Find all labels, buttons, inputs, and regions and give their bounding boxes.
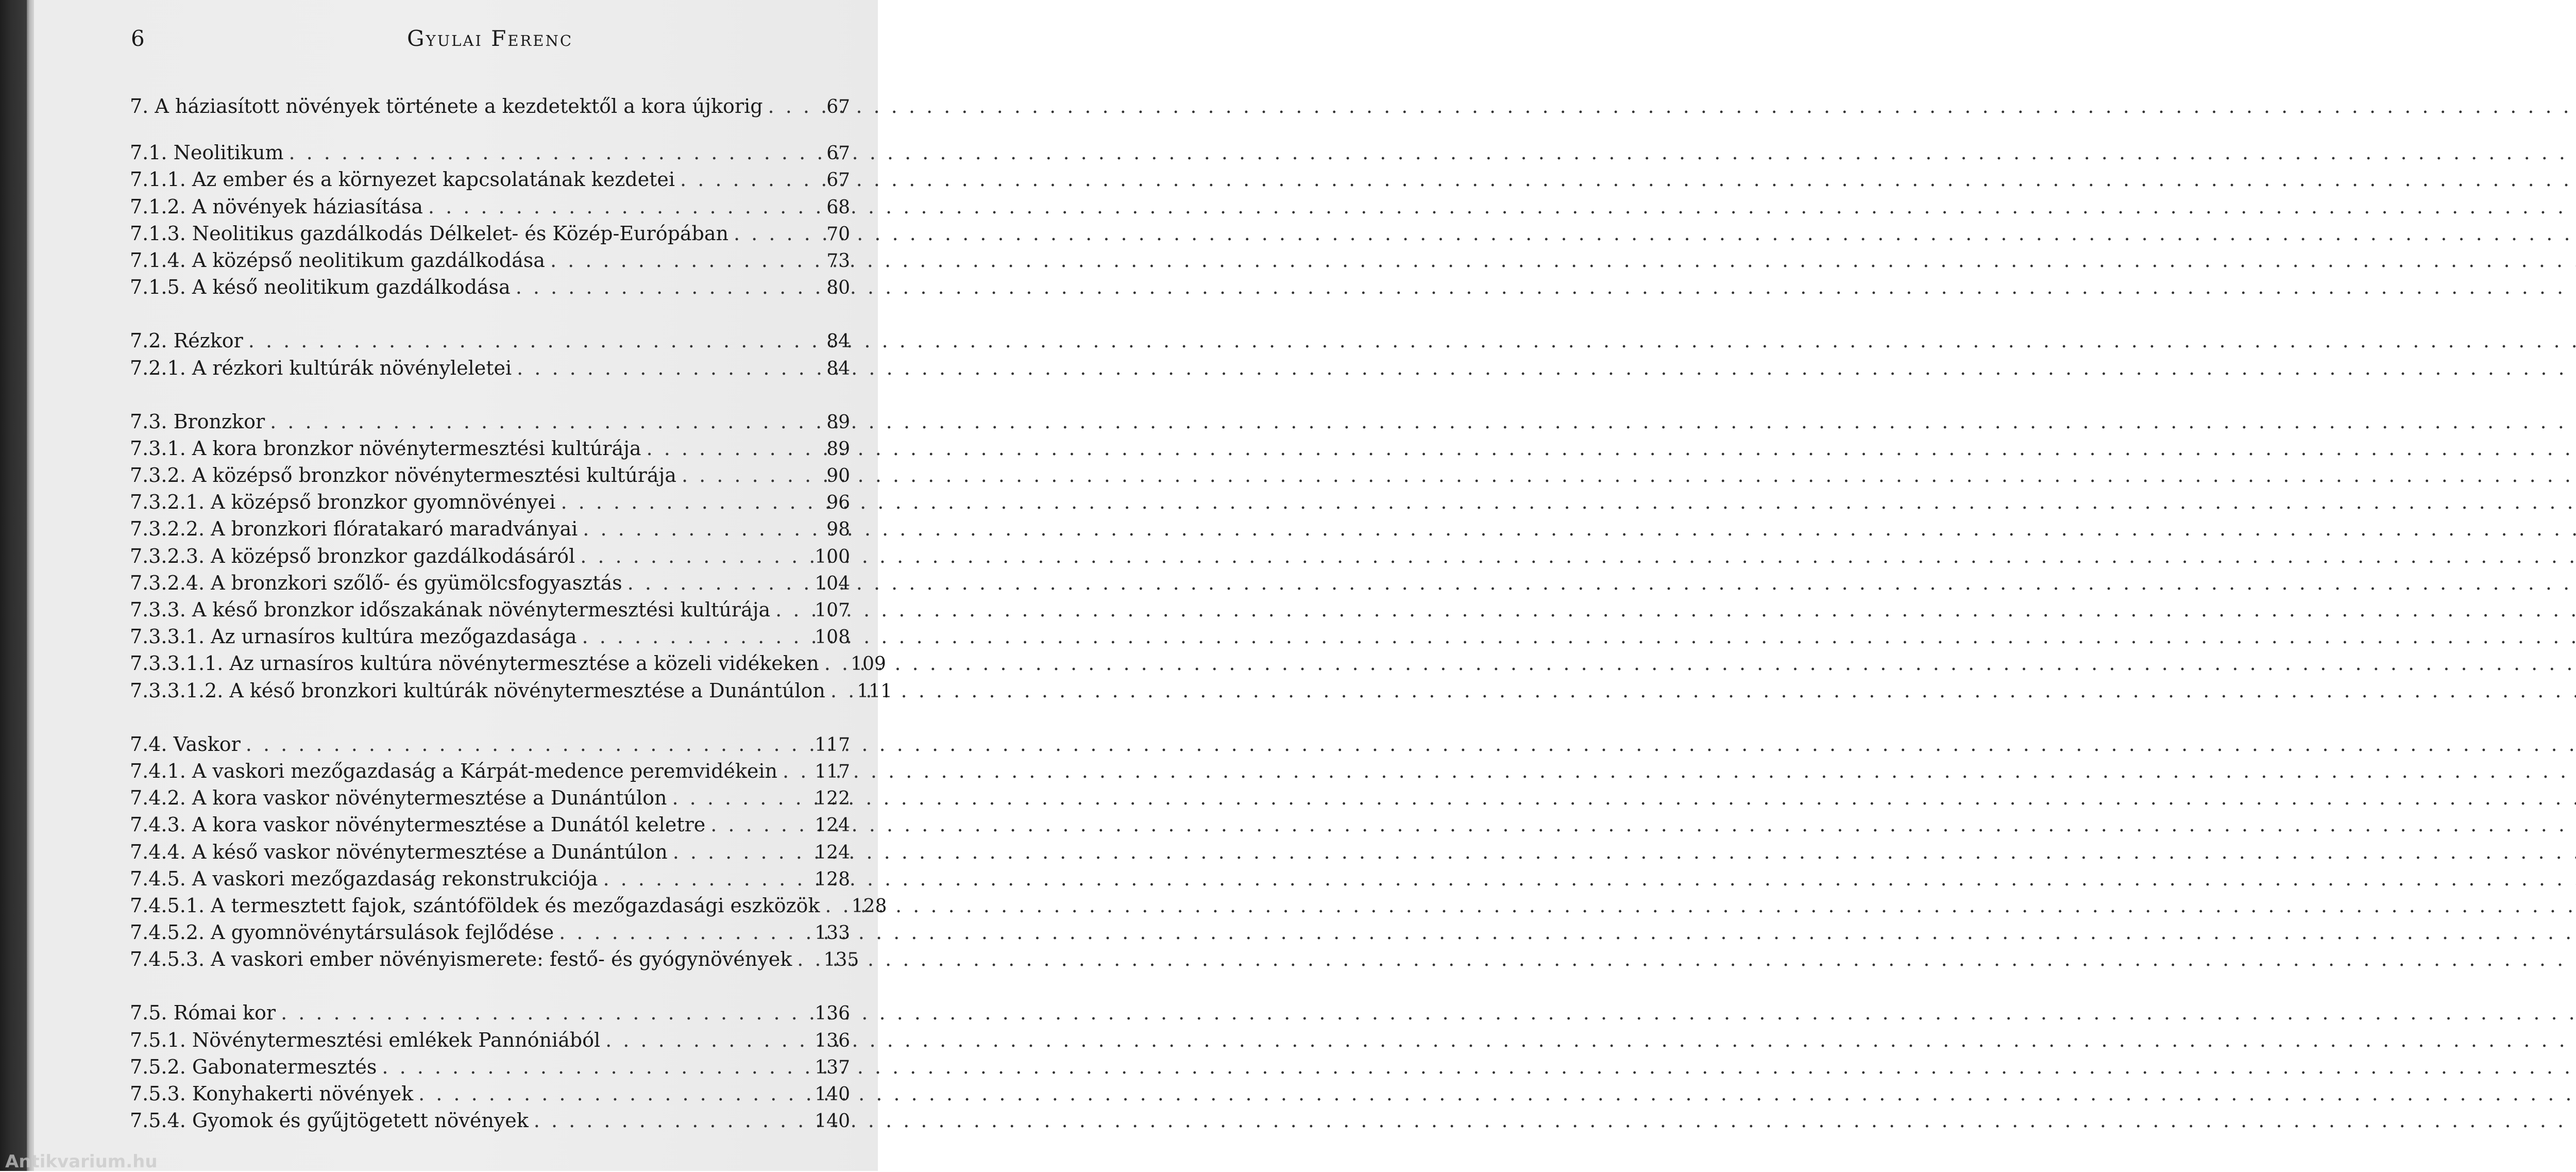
toc-entry-title: 7.4.3. A kora vaskor növénytermesztése a Dunától keletre <box>130 813 706 836</box>
toc-entry-title: 7.4.5. A vaskori mezőgazdaság rekonstrukciója <box>130 867 598 890</box>
toc-entry-page: 73 <box>826 250 850 272</box>
toc-entry-page: 124 <box>815 842 850 863</box>
toc-entry <box>130 784 850 811</box>
toc-dot-leader <box>783 758 809 784</box>
toc-entry <box>130 355 850 381</box>
toc-entry <box>130 650 886 677</box>
toc-dot-leader <box>680 166 809 193</box>
page-number: 6 <box>131 26 145 51</box>
toc-entry-title: 7.1. Neolitikum <box>130 141 284 164</box>
toc-dot-leader <box>673 839 809 865</box>
toc-entry-title: 7.1.2. A növények háziasítása <box>130 195 423 218</box>
toc-dot-leader <box>824 650 845 677</box>
toc-entry-title: 7. A háziasított növények története a kezdetektől a kora újkorig <box>130 95 763 118</box>
toc-entry-title: 7.1.5. A késő neolitikum gazdálkodása <box>130 276 511 299</box>
toc-entry-page: 70 <box>826 223 850 245</box>
toc-entry-title: 7.4.1. A vaskori mezőgazdaság a Kárpát-medence peremvidékein <box>130 759 778 782</box>
toc-dot-leader <box>281 999 809 1026</box>
toc-section <box>130 999 850 1134</box>
toc-entry <box>130 731 850 758</box>
toc-dot-leader <box>605 1027 809 1053</box>
toc-entry <box>130 946 859 973</box>
toc-dot-leader <box>582 623 809 650</box>
toc-dot-leader <box>775 596 809 623</box>
toc-entry <box>130 193 850 220</box>
toc-entry-title: 7.3.3.1.1. Az urnasíros kultúra növénytermesztése a közeli vidékeken <box>130 652 819 675</box>
toc-entry-page: 96 <box>826 492 850 514</box>
toc-entry-page: 107 <box>815 600 850 621</box>
toc-dot-leader <box>516 274 809 300</box>
toc-entry-page: 68 <box>826 196 850 218</box>
toc-entry-page: 136 <box>815 1003 850 1025</box>
toc-entry <box>130 166 850 193</box>
toc-entry <box>130 1053 850 1080</box>
toc-entry-page: 122 <box>815 788 850 810</box>
toc-entry-title: 7.3. Bronzkor <box>130 410 265 433</box>
toc-dot-leader <box>580 543 809 570</box>
toc-dot-leader <box>825 892 845 919</box>
toc-entry-title: 7.5.3. Konyhakerti növények <box>130 1082 414 1105</box>
toc-entry-title: 7.3.2.3. A középső bronzkor gazdálkodásáról <box>130 544 575 567</box>
toc-entry-title: 7.1.1. Az ember és a környezet kapcsolatának kezdetei <box>130 168 675 191</box>
toc-dot-leader <box>583 515 809 542</box>
toc-dot-leader <box>289 139 809 166</box>
toc-entry <box>130 999 850 1026</box>
toc-dot-leader <box>647 435 809 462</box>
toc-entry-title: 7.3.3. A késő bronzkor időszakának növénytermesztési kultúrája <box>130 598 771 621</box>
toc-entry-title: 7.3.2. A középső bronzkor növénytermesztési kultúrája <box>130 464 676 487</box>
toc-entry-title: 7.3.2.1. A középső bronzkor gyomnövényei <box>130 491 556 514</box>
toc-entry-title: 7.2. Rézkor <box>130 329 243 353</box>
toc-entry-page: 117 <box>815 734 850 756</box>
toc-entry-title: 7.1.3. Neolitikus gazdálkodás Délkelet- és Közép-Európában <box>130 222 729 245</box>
page-header <box>0 21 878 57</box>
toc-entry-page: 104 <box>815 573 850 594</box>
toc-entry-page: 90 <box>826 465 850 487</box>
toc-dot-leader <box>831 677 851 704</box>
toc-entry-title: 7.5. Római kor <box>130 1001 276 1025</box>
toc-entry-title: 7.4.5.3. A vaskori ember növényismerete: festő- és gyógynövények <box>130 948 792 971</box>
toc-section <box>130 139 850 300</box>
toc-dot-leader <box>734 220 809 247</box>
toc-entry-title: 7.4.2. A kora vaskor növénytermesztése a Dunántúlon <box>130 786 667 810</box>
toc-entry <box>130 435 850 462</box>
toc-entry <box>130 758 850 784</box>
toc-entry <box>130 247 850 274</box>
toc-entry-title: 7.3.1. A kora bronzkor növénytermesztési kultúrája <box>130 437 641 460</box>
toc-dot-leader <box>428 193 809 220</box>
toc-entry-page: 124 <box>815 815 850 836</box>
toc-entry <box>130 1107 850 1134</box>
watermark: Antikvarium.hu <box>5 1151 158 1172</box>
toc-entry-title: 7.4. Vaskor <box>130 732 241 756</box>
toc-entry <box>130 543 850 570</box>
toc-section <box>130 93 850 120</box>
toc-entry <box>130 839 850 865</box>
toc-entry <box>130 1080 850 1107</box>
toc-entry <box>130 1027 850 1053</box>
toc-entry <box>130 919 850 946</box>
toc-entry <box>130 274 850 300</box>
toc-entry-title: 7.3.3.1.2. A késő bronzkori kultúrák növénytermesztése a Dunántúlon <box>130 679 825 702</box>
toc-entry-title: 7.5.4. Gyomok és gyűjtögetett növények <box>130 1109 529 1132</box>
toc-entry-page: 111 <box>857 680 892 702</box>
toc-entry-page: 137 <box>815 1057 850 1078</box>
table-of-contents <box>130 93 892 1161</box>
toc-dot-leader <box>550 247 809 274</box>
toc-dot-leader <box>517 355 809 381</box>
toc-entry <box>130 462 850 489</box>
toc-entry-title: 7.2.1. A rézkori kultúrák növényleletei <box>130 356 512 379</box>
toc-entry <box>130 93 850 120</box>
toc-dot-leader <box>628 570 809 596</box>
toc-dot-leader <box>682 462 809 489</box>
toc-entry <box>130 220 850 247</box>
toc-entry <box>130 811 850 838</box>
toc-entry-page: 100 <box>815 546 850 567</box>
toc-section <box>130 408 892 704</box>
toc-entry-page: 89 <box>826 438 850 460</box>
toc-entry-page: 84 <box>826 331 850 353</box>
toc-entry-page: 117 <box>815 761 850 782</box>
toc-section <box>130 327 850 381</box>
toc-entry <box>130 515 850 542</box>
toc-entry-title: 7.4.5.1. A termesztett fajok, szántóföldek és mezőgazdasági eszközök <box>130 894 820 917</box>
toc-entry <box>130 892 887 919</box>
toc-section <box>130 731 887 973</box>
toc-entry-title: 7.5.2. Gabonatermesztés <box>130 1055 377 1078</box>
toc-entry-page: 108 <box>815 627 850 648</box>
toc-entry-title: 7.1.4. A középső neolitikum gazdálkodása <box>130 248 545 272</box>
toc-dot-leader <box>710 811 809 838</box>
toc-entry <box>130 677 892 704</box>
toc-dot-leader <box>246 731 809 758</box>
toc-entry-page: 67 <box>826 143 850 164</box>
toc-dot-leader <box>603 865 809 892</box>
toc-entry-page: 128 <box>851 895 887 917</box>
book-page <box>0 0 892 1172</box>
toc-entry <box>130 408 850 435</box>
toc-entry <box>130 623 850 650</box>
toc-entry-page: 136 <box>815 1030 850 1051</box>
toc-dot-leader <box>418 1080 809 1107</box>
toc-entry <box>130 865 850 892</box>
toc-entry-page: 98 <box>826 519 850 541</box>
toc-entry-page: 84 <box>826 358 850 379</box>
toc-entry-page: 133 <box>815 923 850 944</box>
toc-entry-page: 67 <box>826 170 850 191</box>
toc-entry <box>130 489 850 515</box>
toc-entry <box>130 327 850 354</box>
toc-dot-leader <box>382 1053 809 1080</box>
running-head: Gyulai Ferenc <box>407 26 573 51</box>
toc-dot-leader <box>672 784 809 811</box>
toc-dot-leader <box>559 919 809 946</box>
toc-dot-leader <box>534 1107 809 1134</box>
toc-dot-leader <box>270 408 809 435</box>
toc-entry-page: 140 <box>815 1084 850 1105</box>
toc-entry-title: 7.4.5.2. A gyomnövénytársulások fejlődése <box>130 921 554 944</box>
toc-entry-title: 7.3.3.1. Az urnasíros kultúra mezőgazdasága <box>130 625 577 648</box>
toc-entry-title: 7.3.2.2. A bronzkori flóratakaró maradványai <box>130 517 578 541</box>
toc-entry <box>130 596 850 623</box>
toc-entry-title: 7.3.2.4. A bronzkori szőlő- és gyümölcsfogyasztás <box>130 571 622 594</box>
toc-entry-page: 135 <box>823 949 859 971</box>
book-spine-shadow <box>0 0 27 1171</box>
toc-dot-leader <box>248 327 809 354</box>
toc-entry-page: 89 <box>826 411 850 433</box>
toc-dot-leader <box>561 489 809 515</box>
toc-entry <box>130 570 850 596</box>
toc-entry-title: 7.5.1. Növénytermesztési emlékek Pannóniából <box>130 1028 601 1051</box>
toc-dot-leader <box>797 946 818 973</box>
toc-entry-title: 7.4.4. A késő vaskor növénytermesztése a Dunántúlon <box>130 840 668 863</box>
toc-entry-page: 128 <box>815 868 850 890</box>
toc-entry-page: 140 <box>815 1111 850 1132</box>
toc-entry-page: 67 <box>826 96 850 118</box>
toc-entry <box>130 139 850 166</box>
toc-dot-leader <box>768 93 809 120</box>
toc-entry-page: 109 <box>851 654 886 675</box>
toc-entry-page: 80 <box>826 277 850 299</box>
book-spine-edge <box>27 0 34 1171</box>
